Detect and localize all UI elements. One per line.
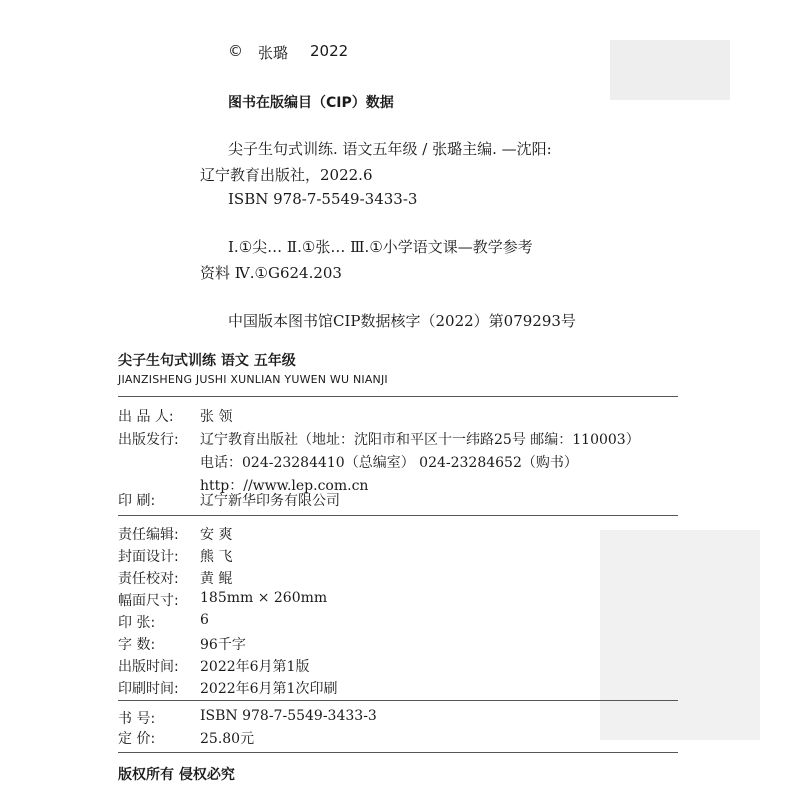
isbn-label: 书 号: [118,711,156,727]
book-title-pinyin: JIANZISHENG JUSHI XUNLIAN YUWEN WU NIANJI [118,373,388,386]
bleed-through-mark [600,530,760,740]
cip-isbn: ISBN 978-7-5549-3433-3 [228,190,418,208]
cip-line-4: 资料 Ⅳ.①G624.203 [200,264,342,282]
word-count-label: 字 数: [118,637,156,653]
publisher-website: http：//www.lep.com.cn [200,478,369,494]
cip-line-1: 尖子生句式训练. 语文五年级 / 张璐主编. —沈阳: [228,140,552,158]
price-label: 定 价: [118,731,156,747]
cip-title: 图书在版编目（CIP）数据 [228,95,394,111]
cip-line-2: 辽宁教育出版社，2022.6 [200,166,373,184]
proofreader-value: 黄 鲲 [200,571,233,587]
cip-record-number: 中国版本图书馆CIP数据核字（2022）第079293号 [228,312,576,330]
editor-label: 责任编辑: [118,527,179,543]
sheets-value: 6 [200,612,209,628]
sheets-label: 印 张: [118,615,156,631]
producer-label: 出 品 人: [118,409,174,425]
word-count-value: 96千字 [200,637,246,653]
isbn-value: ISBN 978-7-5549-3433-3 [200,708,377,724]
cover-designer-value: 熊 飞 [200,549,233,565]
printer-value: 辽宁新华印务有限公司 [200,493,340,509]
price-value: 25.80元 [200,731,255,747]
divider [118,515,678,516]
publisher-label: 出版发行: [118,432,179,448]
copyright-year: 2022 [310,42,349,60]
bleed-through-mark [610,40,730,100]
producer-value: 张 领 [200,409,233,425]
copyright-holder: 张璐 [258,44,289,62]
rights-notice: 版权所有 侵权必究 [118,767,235,783]
divider [118,396,678,397]
cover-designer-label: 封面设计: [118,549,179,565]
divider [118,700,678,701]
copyright-symbol: © [228,42,243,60]
publish-date-value: 2022年6月第1版 [200,659,310,675]
publisher-value: 辽宁教育出版社（地址：沈阳市和平区十一纬路25号 邮编：110003） [200,432,640,448]
editor-value: 安 爽 [200,527,233,543]
publisher-phone: 电话：024-23284410（总编室） 024-23284652（购书） [200,455,578,471]
print-date-value: 2022年6月第1次印刷 [200,681,338,697]
divider [118,752,678,753]
format-size-label: 幅面尺寸: [118,593,179,609]
printer-label: 印 刷: [118,493,156,509]
format-size-value: 185mm × 260mm [200,590,328,606]
book-title: 尖子生句式训练 语文 五年级 [118,353,296,369]
cip-line-3: Ⅰ.①尖… Ⅱ.①张… Ⅲ.①小学语文课—教学参考 [228,238,533,256]
print-date-label: 印刷时间: [118,681,179,697]
publish-date-label: 出版时间: [118,659,179,675]
proofreader-label: 责任校对: [118,571,179,587]
